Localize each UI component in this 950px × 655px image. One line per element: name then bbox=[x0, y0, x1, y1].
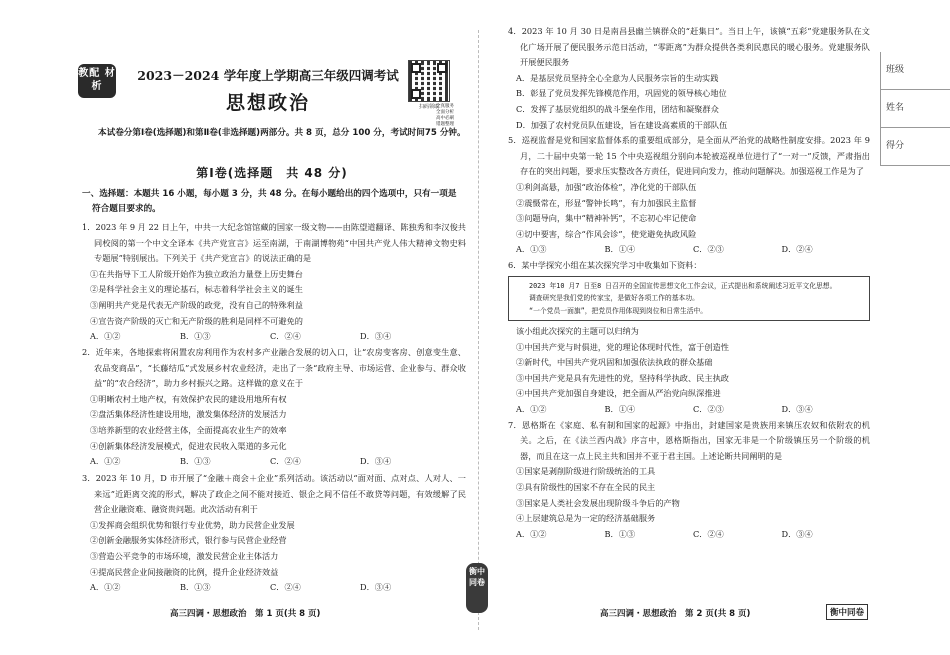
answer-choices bbox=[508, 402, 870, 418]
option: ③阐明共产党是代表无产阶级的政党，没有自己的特殊利益 bbox=[90, 299, 303, 310]
option: ①明晰农村土地产权，有效保护农民的建设用地所有权 bbox=[90, 393, 287, 404]
question-lead: 该小组此次探究的主题可以归纳为 bbox=[516, 326, 639, 336]
question-2 bbox=[82, 345, 466, 470]
seal-stamp: 衡中同卷 bbox=[466, 563, 488, 613]
answer-choice: A．①② bbox=[516, 528, 547, 539]
option: ②是科学社会主义的理论基石，标志着科学社会主义的诞生 bbox=[90, 284, 303, 295]
answer-choice: A．①② bbox=[90, 456, 121, 467]
option: ③国家是人类社会发展出现阶级斗争后的产物 bbox=[516, 497, 680, 508]
answer-choices bbox=[82, 454, 466, 470]
answer-choice: C．②③ bbox=[693, 244, 724, 255]
brand-box: 衡中同卷 bbox=[826, 604, 868, 620]
footer-left: 高三四调・思想政治 第 1 页(共 8 页) bbox=[170, 609, 321, 619]
source-material-box bbox=[508, 276, 870, 322]
question-stem: 7．恩格斯在《家庭、私有制和国家的起源》中指出，封建国家是贵族用来镇压农奴和依附农的机关。之后，在《法兰西内战》序言中，恩格斯指出，国家无非是一个阶级镇压另一个阶级的机器，而且在这一点上民主共和国并不亚于君主国。上述论断共同阐明的是 bbox=[508, 419, 870, 461]
question-stem: 5．巡视监督是党和国家监督体系的重要组成部分，是全面从严治党的战略性制度安排。2023 年 9 月，二十届中央第一轮 15 个中央巡视组分别向本轮被巡视单位进行了“一对一”反馈，严肃指出存在的突出问题，要求压实整改各方责任，促进同向发力，推动问题解决。加强巡视工作是为了 bbox=[508, 135, 870, 177]
option: D．加强了农村党员队伍建设，旨在建设高素质的干部队伍 bbox=[516, 119, 728, 130]
option: B．彰显了党员发挥先锋模范作用，巩固党的领导核心地位 bbox=[516, 88, 727, 99]
answer-choice: C．②④ bbox=[270, 456, 301, 467]
question-6 bbox=[508, 258, 870, 418]
option: ①国家是剥削阶级进行阶级统治的工具 bbox=[516, 466, 656, 477]
answer-choice: D．③④ bbox=[360, 582, 392, 593]
answer-choice: D．③④ bbox=[781, 403, 813, 414]
qr-feature: 全面分析 bbox=[436, 110, 454, 115]
answer-choice: C．②④ bbox=[270, 582, 301, 593]
answer-choices bbox=[82, 580, 466, 596]
option: ③问题导向，集中“精神补钙”，不忘初心牢记使命 bbox=[516, 213, 697, 224]
qr-feature: 错题整理 bbox=[436, 122, 454, 127]
answer-choice: B．①③ bbox=[180, 582, 211, 593]
answer-choice: A．①② bbox=[516, 403, 547, 414]
question-5 bbox=[508, 133, 870, 258]
footer-right: 高三四调・思想政治 第 2 页(共 8 页) bbox=[600, 609, 751, 619]
score-field[interactable]: 得分 bbox=[880, 128, 950, 166]
answer-choice: C．②③ bbox=[693, 403, 724, 414]
answer-choice: D．③④ bbox=[360, 456, 392, 467]
question-1 bbox=[82, 220, 466, 345]
option: ②创新金融服务实体经济形式，银行参与民营企业经营 bbox=[90, 535, 287, 546]
option: ②新时代，中国共产党巩固和加强依法执政的群众基础 bbox=[516, 357, 713, 368]
option: ①在共指导下工人阶级开始作为独立政治力量登上历史舞台 bbox=[90, 268, 303, 279]
qr-caption: 扫码领取 bbox=[418, 104, 439, 110]
option: ④宣告资产阶级的灭亡和无产阶级的胜利是同样不可避免的 bbox=[90, 315, 303, 326]
option: ③营造公平竞争的市场环境，激发民营企业主体活力 bbox=[90, 550, 279, 561]
answer-choice: A．①② bbox=[90, 331, 121, 342]
question-4 bbox=[508, 24, 870, 133]
answer-choices bbox=[82, 329, 466, 345]
qr-feature: 全真服务 bbox=[436, 104, 454, 109]
question-stem: 4．2023 年 10 月 30 日是南昌县幽兰镇群众的“赶集日”。当日上午，该镇“五彩”党建服务队在文化广场开展了便民服务示范日活动，“零距离”为群众提供各类利民惠民的暖心服务。党建服务队开展便民服务 bbox=[508, 26, 870, 68]
source-material-line: 2023 年10 月7 日至8 日召开的全国宣传思想文化工作会议，正式提出和系统阐述习近平文化思想。 bbox=[529, 281, 837, 290]
side-label-column bbox=[880, 52, 950, 166]
answer-choice: B．①④ bbox=[604, 403, 636, 414]
answer-choice: B．①③ bbox=[180, 331, 211, 342]
qr-feature: 高中必刷 bbox=[436, 116, 454, 121]
answer-choice: A．①② bbox=[90, 582, 121, 593]
section-title: 第Ⅰ卷(选择题 共 48 分) bbox=[196, 166, 348, 180]
question-stem: 1．2023 年 9 月 22 日上午，中共一大纪念馆馆藏的国家一级文物——由陈望道翻译、陈独秀和李汉俊共同校阅的第一个中文全译本《共产党宣言》运至南湖，于南湖博物苑“中国共产党人伟大精神文物史料专题展”特别展出。下列关于《共产党宣言》的说法正确的是 bbox=[82, 222, 466, 264]
qr-code bbox=[408, 60, 450, 110]
option: A．是基层党员坚持全心全意为人民服务宗旨的生动实践 bbox=[516, 72, 719, 83]
question-3 bbox=[82, 471, 466, 596]
answer-choice: B．①③ bbox=[180, 456, 211, 467]
option: ④创新集体经济发展模式，促进农民收入渠道的多元化 bbox=[90, 440, 287, 451]
answer-choice: C．②④ bbox=[270, 331, 301, 342]
question-7 bbox=[508, 418, 870, 543]
qr-features bbox=[436, 104, 460, 128]
answer-choice: D．③④ bbox=[781, 528, 813, 539]
option: ④提高民营企业间接融资的比例，提升企业经济效益 bbox=[90, 566, 279, 577]
option: ①发挥商会组织优势和银行专业优势，助力民营企业发展 bbox=[90, 519, 295, 530]
question-stem: 2．近年来，各地探索将闲置农房利用作为农村多产业融合发展的切入口，让“农房变客房、创意变生意、农品变商品”，“长藤结瓜”式发展乡村农业经济，走出了一条“政府主导、市场运营、企业参与、群众收益”的“农合经济”，助力乡村振兴之路。这样做的意义在于 bbox=[82, 347, 466, 389]
answer-choice: B．①④ bbox=[604, 244, 636, 255]
option: ④切中要害，综合“作风会诊”，使党避免执政风险 bbox=[516, 228, 697, 239]
answer-choices bbox=[508, 242, 870, 258]
question-stem: 6．某中学探究小组在某次探究学习中收集如下资料： bbox=[508, 259, 702, 270]
option: ④上层建筑总是为一定的经济基础服务 bbox=[516, 513, 656, 524]
option: ②盘活集体经济性建设用地，激发集体经济的发展活力 bbox=[90, 409, 287, 420]
publisher-logo: 教配 材析 bbox=[78, 64, 116, 98]
part-instructions-line: 一、选择题：本题共 16 小题，每小题 3 分，共 48 分。在每小题给出的四个选项中，只有一项是 bbox=[82, 189, 457, 199]
answer-choice: D．②④ bbox=[781, 244, 813, 255]
qr-code-icon bbox=[408, 60, 450, 102]
answer-choice: B．①③ bbox=[604, 528, 636, 539]
answer-choice: C．②④ bbox=[693, 528, 724, 539]
right-column bbox=[508, 24, 870, 542]
answer-choice: D．③④ bbox=[360, 331, 392, 342]
option: ②震慑常在，形显“警钟长鸣”，有力加强民主监督 bbox=[516, 197, 697, 208]
option: C．发挥了基层党组织的战斗堡垒作用，团结和凝聚群众 bbox=[516, 103, 719, 114]
option: ③培养新型的农业经营主体，全面提高农业生产的效率 bbox=[90, 424, 287, 435]
class-field[interactable]: 班级 bbox=[880, 52, 950, 90]
exam-intro: 本试卷分第Ⅰ卷(选择题)和第Ⅱ卷(非选择题)两部分。共 8 页，总分 100 分，考试时间75 分钟。 bbox=[98, 128, 466, 138]
part-instructions bbox=[82, 187, 466, 217]
option: ①利剑高悬，加强“政治体检”，净化党的干部队伍 bbox=[516, 181, 697, 192]
exam-title: 2023－2024 学年度上学期高三年级四调考试 bbox=[137, 68, 399, 83]
source-material-line: “一个党员一面旗”，把党员作用体现到岗位和日常生活中。 bbox=[529, 306, 708, 315]
question-stem: 3．2023 年 10 月，D 市开展了“金融＋商会＋企业”系列活动。该活动以“面对面、点对点、人对人、一来远”近距离交流的形式，解决了政企之间不能对接近、银企之间不信任不敢贷等问题，有效缓解了民营企业融资难、融资贵问题。此次活动有利于 bbox=[82, 473, 466, 515]
option: ③中国共产党是具有先进性的党，坚持科学执政、民主执政 bbox=[516, 372, 729, 383]
subject-title: 思想政治 bbox=[225, 92, 310, 114]
name-field[interactable]: 姓名 bbox=[880, 90, 950, 128]
option: ②具有阶级性的国家不存在全民的民主 bbox=[516, 481, 656, 492]
option: ④中国共产党加强自身建设，把全面从严治党向纵深推进 bbox=[516, 388, 721, 399]
answer-choice: A．①③ bbox=[516, 244, 547, 255]
option: ①中国共产党与时俱进，党的理论体现时代性，富于创造性 bbox=[516, 341, 729, 352]
column-divider bbox=[478, 30, 479, 630]
answer-choices bbox=[508, 527, 870, 543]
source-material-line: 调查研究是我们党的传家宝，是做好各项工作的基本功。 bbox=[529, 294, 699, 302]
part-instructions-line: 符合题目要求的。 bbox=[92, 204, 161, 214]
